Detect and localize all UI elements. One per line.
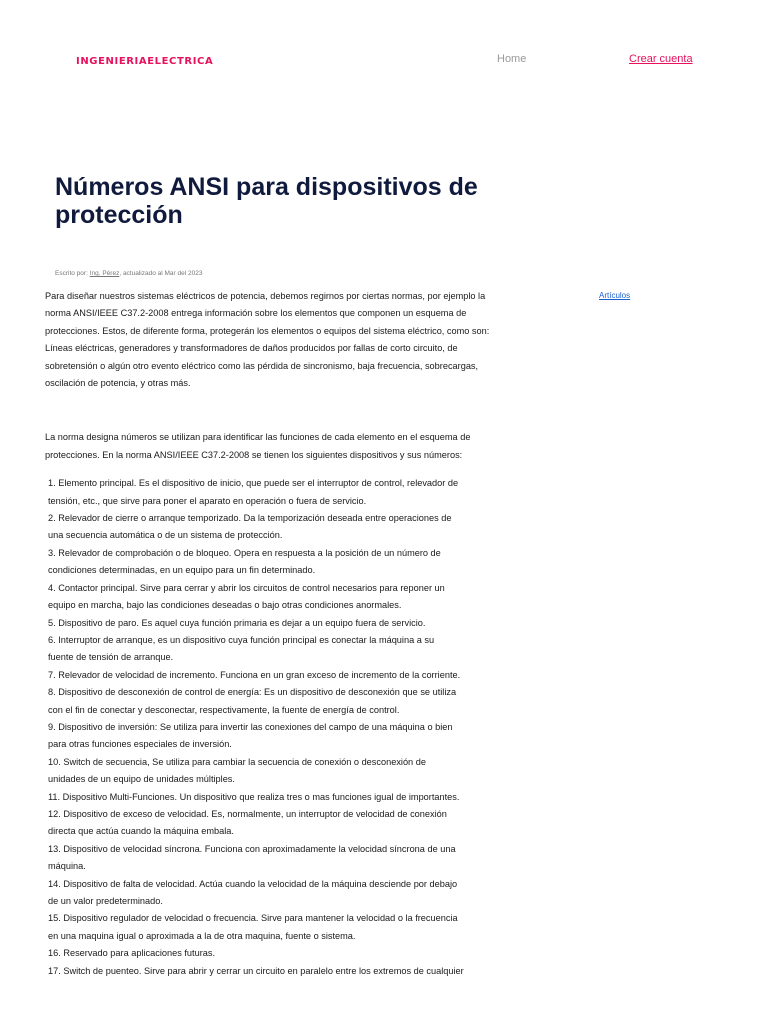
list-item: 14. Dispositivo de falta de velocidad. Actúa cuando la velocidad de la máquina desciende por debajo de un valor predeterminado. bbox=[48, 878, 458, 906]
list-item: 12. Dispositivo de exceso de velocidad. Es, normalmente, un interruptor de velocidad de conexión directa que actúa cuando la máquina embala. bbox=[48, 808, 447, 837]
create-account-link[interactable]: Crear cuenta bbox=[629, 53, 693, 65]
norma-paragraph: La norma designa números se utilizan para identificar las funciones de cada elemento en el esquema de protecciones. En la norma ANSI/IEEE C37.2-2008 se tienen los siguientes dispositivos y sus números: bbox=[45, 432, 471, 460]
list-item: 11. Dispositivo Multi-Funciones. Un dispositivo que realiza tres o mas funciones igual de importantes. bbox=[48, 791, 460, 802]
article-title-text: Números ANSI para dispositivos de protección bbox=[55, 173, 478, 229]
list-item: 2. Relevador de cierre o arranque temporizado. Da la temporización deseada entre operaciones de una secuencia automática o de un sistema de protección. bbox=[48, 513, 452, 541]
list-item: 7. Relevador de velocidad de incremento. Funciona en un gran exceso de incremento de la corriente. bbox=[48, 669, 461, 680]
list-item: 15. Dispositivo regulador de velocidad o frecuencia. Sirve para mantener la velocidad o la frecuencia en una maquina igual o aproximada a la de otra maquina, fuente o sistema. bbox=[48, 913, 458, 941]
author-link[interactable]: Ing. Pérez bbox=[89, 270, 120, 277]
list-item: 13. Dispositivo de velocidad síncrona. Funciona con aproximadamente la velocidad síncrona de una máquina. bbox=[48, 843, 456, 872]
nav-home-link[interactable]: Home bbox=[497, 53, 527, 65]
list-item: 5. Dispositivo de paro. Es aquel cuya función primaria es dejar a un equipo fuera de servicio. bbox=[48, 617, 426, 628]
device-number-list bbox=[45, 475, 555, 980]
article-meta bbox=[55, 270, 202, 277]
list-item: 1. Elemento principal. Es el dispositivo de inicio, que puede ser el interruptor de control, relevador de tensión, etc., que sirve para poner el aparato en operación o fuera de servicio. bbox=[48, 478, 459, 506]
site-logo-link[interactable]: INGENIERIAELECTRICA bbox=[76, 56, 214, 67]
sidebar-articles-link[interactable]: Artículos bbox=[599, 291, 631, 300]
list-item: 8. Dispositivo de desconexión de control de energía: Es un dispositivo de desconexión que se utiliza con el fin de conectar y desconectar, respectivamente, la fuente de energía de control. bbox=[48, 687, 457, 715]
list-item: 17. Switch de puenteo. Sirve para abrir y cerrar un circuito en paralelo entre los extremos de cualquier bbox=[48, 965, 464, 976]
list-item: 10. Switch de secuencia, Se utiliza para cambiar la secuencia de conexión o desconexión de unidades de un equipo de unidades múltiples. bbox=[48, 756, 426, 785]
site-header bbox=[0, 0, 768, 110]
list-item: 16. Reservado para aplicaciones futuras. bbox=[48, 948, 216, 959]
list-item: 3. Relevador de comprobación o de bloqueo. Opera en respuesta a la posición de un número de condiciones determinadas, en un equipo para un fin determinado. bbox=[48, 547, 441, 576]
meta-suffix: , actualizado al Mar del 2023 bbox=[119, 270, 203, 277]
list-item: 4. Contactor principal. Sirve para cerrar y abrir los circuitos de control necesarios para reponer un equipo en marcha, bajo las condiciones deseadas o bajo otras condiciones anormales. bbox=[48, 582, 445, 611]
article-title bbox=[55, 173, 615, 229]
intro-paragraph: Para diseñar nuestros sistemas eléctricos de potencia, debemos regirnos por ciertas normas, por ejemplo la norma ANSI/IEEE C37.2-2008 entrega información sobre los elementos que componen un esquema de protecciones. Estos, de diferente forma, protegerán los elementos o equipos del sistema eléctrico, como son: Líneas eléctricas, generadores y transformadores de daños producidos por fallas de corto circuito, de sobretensión o algún otro evento eléctrico como las pérdida de sincronismo, baja frecuencia, sobrecargas, oscilación de potencia, y otras más. bbox=[45, 291, 490, 389]
article-body bbox=[45, 288, 555, 980]
list-item: 6. Interruptor de arranque, es un dispositivo cuya función principal es conectar la máquina a su fuente de tensión de arranque. bbox=[48, 634, 435, 663]
list-item: 9. Dispositivo de inversión: Se utiliza para invertir las conexiones del campo de una máquina o bien para otras funciones especiales de inversión. bbox=[48, 721, 453, 750]
meta-prefix: Escrito por: bbox=[55, 270, 90, 277]
